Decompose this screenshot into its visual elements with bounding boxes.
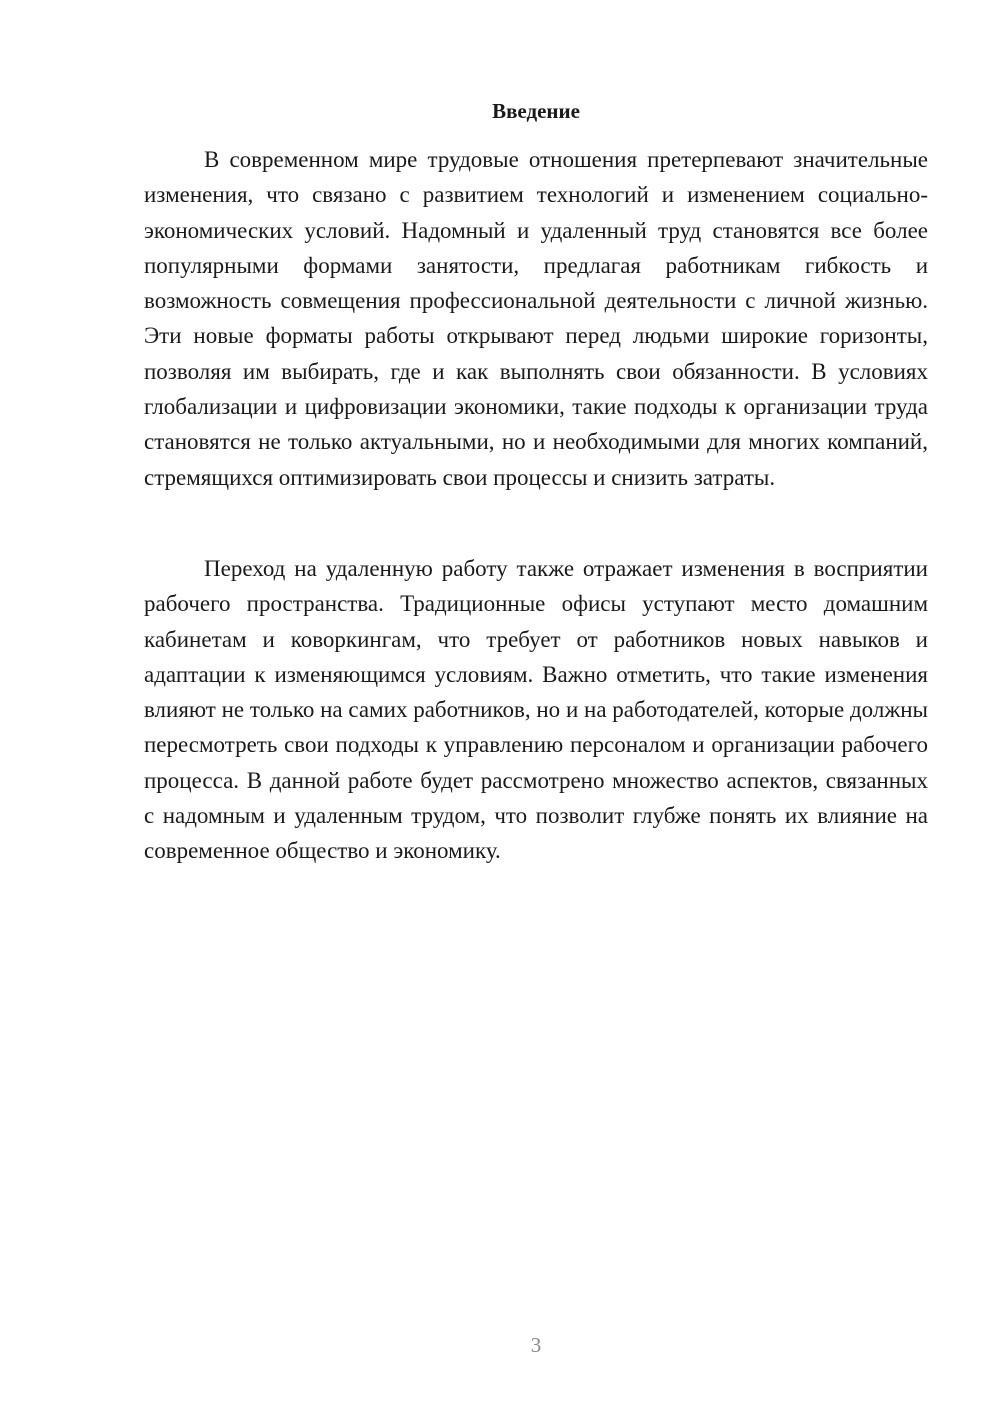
paragraph-remote-work: Переход на удаленную работу также отражает изменения в восприятии рабочего пространства. Традиционные офисы уступают место домашним кабинетам и коворкингам, что требует от работников новых навыков и адаптации к изменяющимся условиям. Важно отметить, что такие изменения влияют не только на самих работников, но и на работодателей, которые должны пересмотреть свои подходы к управлению персоналом и организации рабочего процесса. В данной работе будет рассмотрено множество аспектов, связанных с надомным и удаленным трудом, что позволит глубже понять их влияние на современное общество и экономику. [144,556,928,864]
page-number: 3 [530,1333,542,1357]
page-title: Введение [492,99,580,123]
paragraph-intro: В современном мире трудовые отношения претерпевают значительные изменения, что связано с развитием технологий и изменением социально-экономических условий. Надомный и удаленный труд становятся все более популярными формами занятости, предлагая работникам гибкость и возможность совмещения профессиональной деятельности с личной жизнью. Эти новые форматы работы открывают перед людьми широкие горизонты, позволяя им выбирать, где и как выполнять свои обязанности. В условиях глобализации и цифровизации экономики, такие подходы к организации труда становятся не только актуальными, но и необходимыми для многих компаний, стремящихся оптимизировать свои процессы и снизить затраты. [144,147,928,490]
